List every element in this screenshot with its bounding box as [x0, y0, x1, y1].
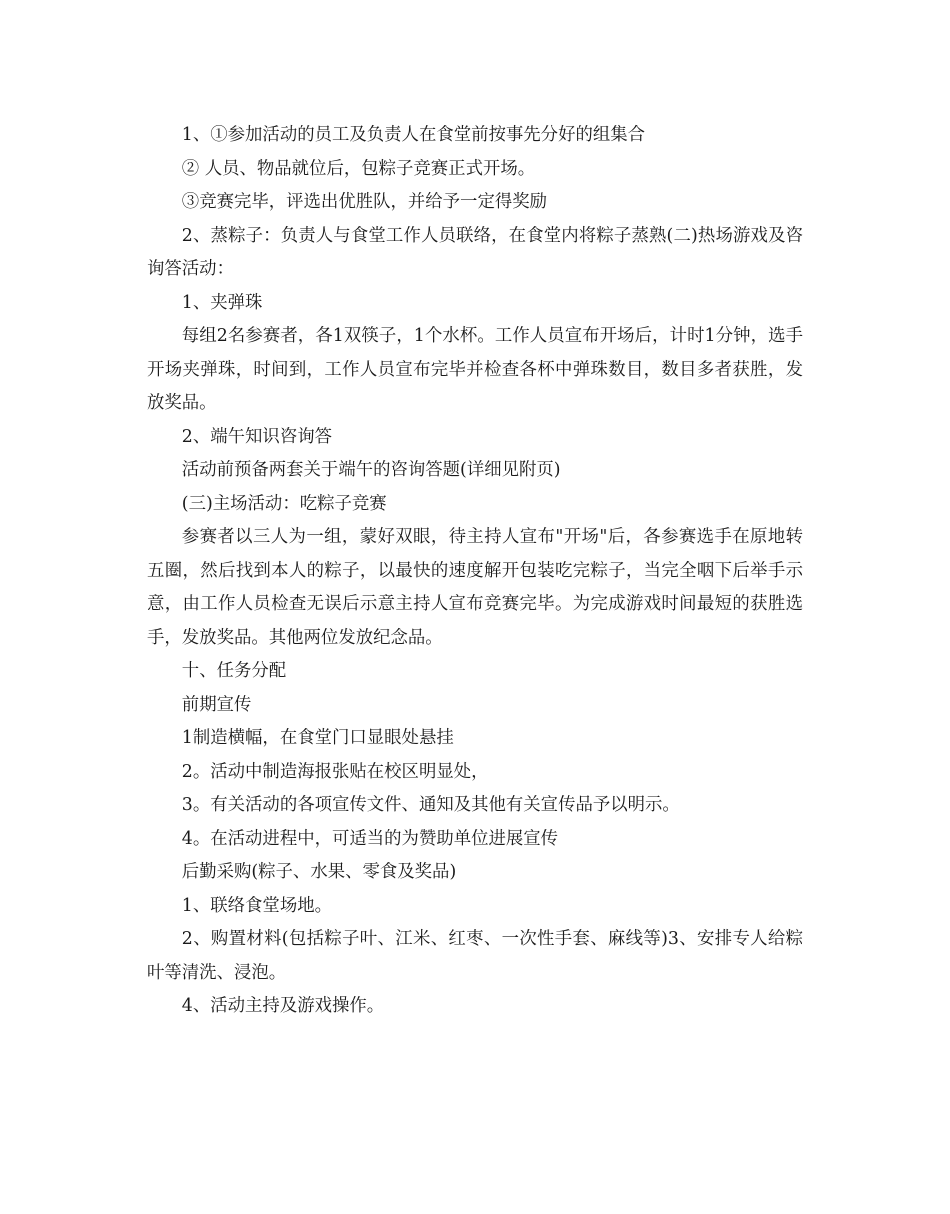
paragraph: 1、①参加活动的员工及负责人在食堂前按事先分好的组集合: [181, 125, 646, 145]
paragraph: 1制造横幅，在食堂门口显眼处悬挂: [181, 728, 454, 748]
paragraph: 后勤采购(粽子、水果、零食及奖品): [181, 862, 457, 882]
paragraph: 2、购置材料(包括粽子叶、江米、红枣、一次性手套、麻线等)3、安排专人给粽叶等清洗、浸泡。: [147, 929, 803, 983]
paragraph: 4。在活动进程中，可适当的为赞助单位进展宣传: [181, 828, 559, 849]
paragraph: 4、活动主持及游戏操作。: [181, 996, 385, 1016]
paragraph: ② 人员、物品就位后，包粽子竞赛正式开场。: [181, 158, 536, 179]
paragraph: 3。有关活动的各项宣传文件、通知及其他有关宣传品予以明示。: [181, 795, 680, 815]
paragraph: 1、联络食堂场地。: [181, 895, 332, 916]
paragraph: 参赛者以三人为一组，蒙好双眼，待主持人宣布"开场"后，各参赛选手在原地转五圈，然后找到本人的粽子，以最快的速度解开包装吃完粽子，当完全咽下后举手示 意，由工作人员检查无误后示意主持人宣布竞赛完毕。为完成游戏时间最短的获胜选手，发放奖品。其他两位发放纪念品。: [147, 527, 803, 648]
paragraph: 每组2名参赛者，各1双筷子，1个水杯。工作人员宣布开场后，计时1分钟，选手开场夹弹珠，时间到，工作人员宣布完毕并检查各杯中弹珠数目，数目多者获胜，发放奖品。: [147, 326, 803, 413]
paragraph: (三)主场活动：吃粽子竞赛: [181, 493, 387, 514]
paragraph: 2。活动中制造海报张贴在校区明显处，: [181, 761, 489, 782]
paragraph: 前期宣传: [181, 694, 252, 715]
paragraph: 2、端午知识咨询答: [181, 426, 332, 447]
paragraph: 活动前预备两套关于端午的咨询答题(详细见附页): [181, 460, 561, 480]
paragraph: ③竞赛完毕，评选出优胜队，并给予一定得奖励: [181, 192, 548, 212]
document-body: [147, 119, 803, 1024]
paragraph: 2、蒸粽子：负责人与食堂工作人员联络，在食堂内将粽子蒸熟(二)热场游戏及咨询答活动：: [147, 225, 803, 279]
section-heading: 十、任务分配: [181, 661, 287, 681]
paragraph: 1、夹弹珠: [181, 292, 263, 313]
